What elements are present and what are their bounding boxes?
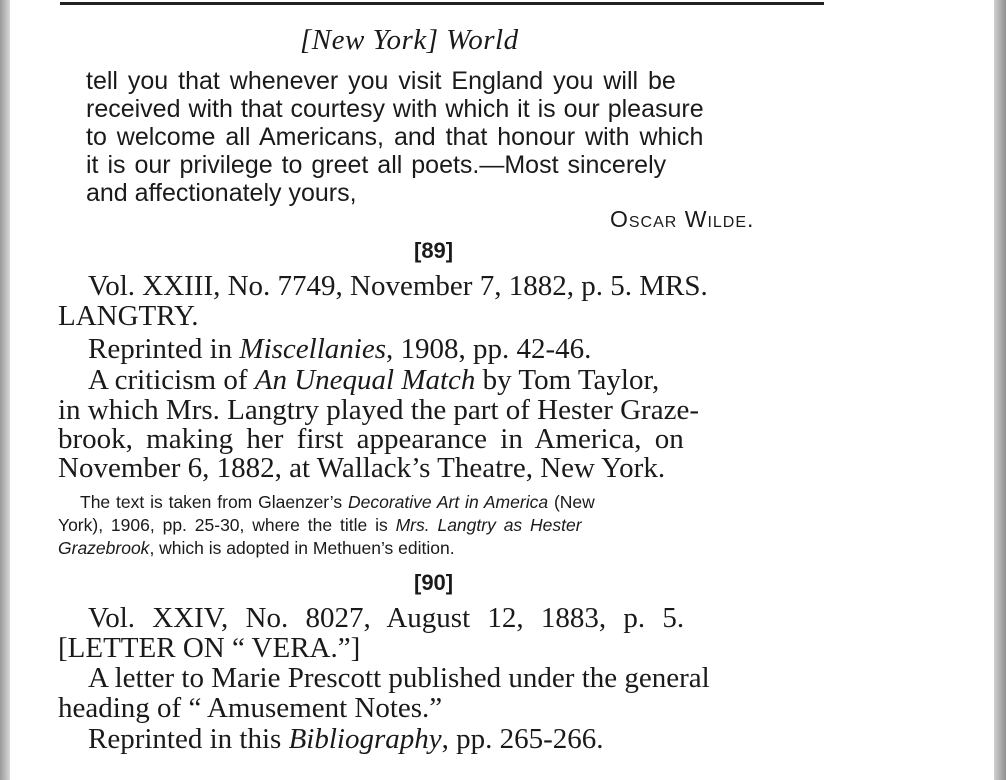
description-prefix: A criticism of xyxy=(88,364,255,396)
entry-number-90: [90] xyxy=(414,570,454,595)
note-title: Grazebrook xyxy=(58,538,150,558)
letter-line-4: it is our privilege to greet all poets.—Most sincerely xyxy=(86,151,667,179)
entry-89-citation-line-2: LANGTRY. xyxy=(58,300,199,332)
entry-89-description-line-3: brook, making her first appearance in America, on xyxy=(58,423,684,455)
note-title: Mrs. Langtry as Hester xyxy=(395,515,582,535)
entry-number-89: [89] xyxy=(414,238,454,263)
note-text: (New xyxy=(548,492,595,512)
reprint-suffix: , pp. 265-266. xyxy=(441,723,604,755)
description-suffix: by Tom Taylor, xyxy=(475,364,660,396)
note-text: , which is adopted in Methuen’s edition. xyxy=(149,538,455,558)
letter-line-3: to welcome all Americans, and that honour with which xyxy=(86,123,704,151)
reprint-suffix: , 1908, pp. 42-46. xyxy=(386,333,592,365)
letter-line-1: tell you that whenever you visit England you will be xyxy=(86,67,676,95)
letter-line-5: and affectionately yours, xyxy=(86,179,357,207)
reprint-title: Miscellanies xyxy=(239,333,386,365)
entry-89-citation-line-1: Vol. XXIII, No. 7749, November 7, 1882, p. 5. MRS. xyxy=(88,270,708,302)
description-title: An Unequal Match xyxy=(254,364,476,396)
note-text: The text is taken from Glaenzer’s xyxy=(80,492,348,512)
entry-89-note-line-3 xyxy=(58,538,455,559)
entry-89-description-line-1 xyxy=(88,364,659,397)
entry-89-reprint xyxy=(88,333,591,366)
note-title: Decorative Art in America xyxy=(347,492,549,512)
entry-89-note-line-2 xyxy=(58,515,582,536)
entry-90-description-line-2: heading of “ Amusement Notes.” xyxy=(58,692,443,724)
reprint-prefix: Reprinted in xyxy=(88,333,240,365)
entry-89-description-line-4: November 6, 1882, at Wallack’s Theatre, New York. xyxy=(58,452,666,484)
entry-90-reprint xyxy=(88,723,604,756)
entry-89-note-line-1 xyxy=(80,492,595,513)
entry-90-citation-line-2: [LETTER ON “ VERA.”] xyxy=(58,632,361,664)
entry-90-citation-line-1: Vol. XXIV, No. 8027, August 12, 1883, p. 5. xyxy=(88,602,685,634)
letter-line-2: received with that courtesy with which it is our pleasure xyxy=(86,95,704,123)
entry-89-description-line-2: in which Mrs. Langtry played the part of Hester Graze- xyxy=(58,394,699,426)
reprint-prefix: Reprinted in this xyxy=(88,723,289,755)
running-header: [New York] World xyxy=(300,24,519,56)
note-text: York), 1906, pp. 25-30, where the title is xyxy=(58,515,396,535)
reprint-title: Bibliography xyxy=(288,723,442,755)
signature: Oscar Wilde. xyxy=(610,206,755,232)
entry-90-description-line-1: A letter to Marie Prescott published under the general xyxy=(88,662,710,694)
